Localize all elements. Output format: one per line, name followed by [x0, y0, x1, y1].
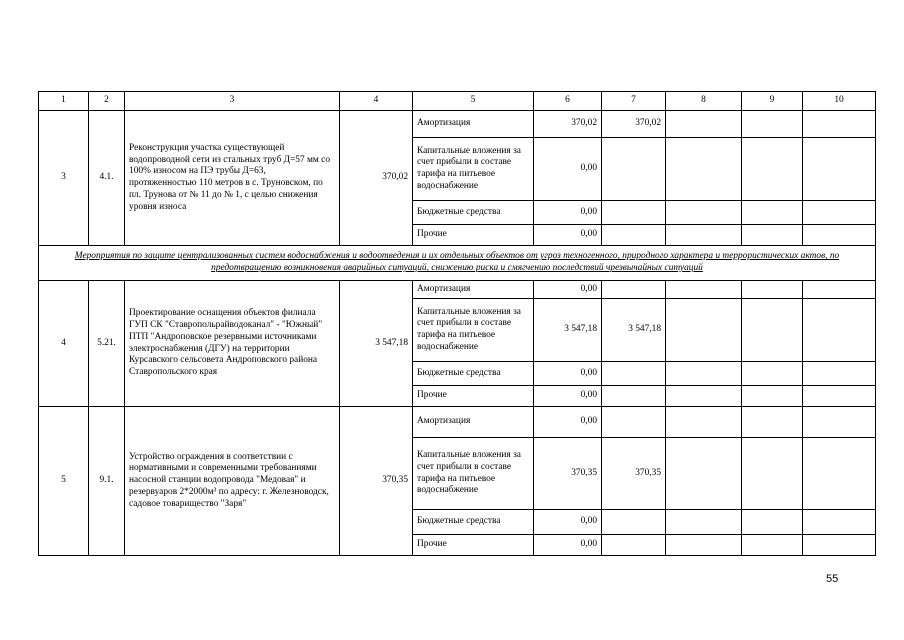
empty-cell — [803, 386, 876, 407]
value-col7 — [602, 362, 666, 386]
value-col6: 0,00 — [534, 201, 602, 225]
measure-code: 5.21. — [89, 281, 125, 407]
value-col6: 0,00 — [534, 510, 602, 535]
funding-source: Капитальные вложения за счет прибыли в составе тарифа на питьевое водоснабжение — [413, 138, 534, 201]
empty-cell — [803, 438, 876, 510]
value-col6: 0,00 — [534, 407, 602, 438]
empty-cell — [742, 299, 803, 362]
value-col6: 0,00 — [534, 225, 602, 246]
empty-cell — [803, 201, 876, 225]
empty-cell — [742, 438, 803, 510]
value-col6: 370,35 — [534, 438, 602, 510]
measure-name: Реконструкция участка существующей водопроводной сети из стальных труб Д=57 мм со 100% износом на ПЭ трубы Д=63, протяженностью 110 метров в с. Труновском, по пл. Трунова от № 11 до № 1, с целью снижения уровня износа — [125, 111, 340, 246]
funding-source: Капитальные вложения за счет прибыли в составе тарифа на питьевое водоснабжение — [413, 299, 534, 362]
value-col6: 0,00 — [534, 281, 602, 299]
value-col7 — [602, 201, 666, 225]
empty-cell — [666, 386, 742, 407]
measure-code: 4.1. — [89, 111, 125, 246]
empty-cell — [666, 201, 742, 225]
value-col6: 0,00 — [534, 535, 602, 556]
empty-cell — [803, 510, 876, 535]
column-number-row — [39, 92, 876, 111]
empty-cell — [803, 535, 876, 556]
value-col6: 0,00 — [534, 362, 602, 386]
funding-source: Амортизация — [413, 111, 534, 138]
empty-cell — [666, 299, 742, 362]
empty-cell — [666, 438, 742, 510]
funding-source: Бюджетные средства — [413, 510, 534, 535]
column-number: 6 — [534, 92, 602, 111]
empty-cell — [742, 535, 803, 556]
empty-cell — [666, 535, 742, 556]
funding-source: Прочие — [413, 386, 534, 407]
value-col7 — [602, 138, 666, 201]
value-col7 — [602, 510, 666, 535]
value-col6: 0,00 — [534, 386, 602, 407]
value-col7 — [602, 535, 666, 556]
measure-total: 370,35 — [340, 407, 413, 556]
empty-cell — [742, 510, 803, 535]
column-number: 5 — [413, 92, 534, 111]
column-number: 8 — [666, 92, 742, 111]
funding-source: Прочие — [413, 225, 534, 246]
empty-cell — [742, 138, 803, 201]
value-col7: 3 547,18 — [602, 299, 666, 362]
column-number: 1 — [39, 92, 89, 111]
empty-cell — [803, 111, 876, 138]
column-number: 7 — [602, 92, 666, 111]
column-number: 3 — [125, 92, 340, 111]
value-col7: 370,02 — [602, 111, 666, 138]
empty-cell — [666, 281, 742, 299]
empty-cell — [666, 510, 742, 535]
value-col7 — [602, 281, 666, 299]
empty-cell — [666, 111, 742, 138]
empty-cell — [742, 281, 803, 299]
empty-cell — [803, 225, 876, 246]
value-col6: 3 547,18 — [534, 299, 602, 362]
section-row — [39, 246, 876, 281]
table-row — [39, 407, 876, 438]
empty-cell — [666, 225, 742, 246]
row-number: 5 — [39, 407, 89, 556]
empty-cell — [803, 281, 876, 299]
measure-name: Устройство ограждения в соответствии с нормативными и современными требованиями насосной станции водопровода "Медовая" и резервуаров 2*2000м³ по адресу: г. Железноводск, садовое товарищество "Заря" — [125, 407, 340, 556]
empty-cell — [742, 111, 803, 138]
funding-source: Бюджетные средства — [413, 201, 534, 225]
column-number: 4 — [340, 92, 413, 111]
table-row — [39, 281, 876, 299]
value-col6: 370,02 — [534, 111, 602, 138]
empty-cell — [742, 386, 803, 407]
value-col7 — [602, 225, 666, 246]
funding-source: Амортизация — [413, 281, 534, 299]
column-number: 10 — [803, 92, 876, 111]
empty-cell — [742, 362, 803, 386]
empty-cell — [803, 407, 876, 438]
value-col7: 370,35 — [602, 438, 666, 510]
measure-total: 370,02 — [340, 111, 413, 246]
empty-cell — [803, 138, 876, 201]
empty-cell — [803, 362, 876, 386]
funding-source: Амортизация — [413, 407, 534, 438]
column-number: 2 — [89, 92, 125, 111]
empty-cell — [742, 201, 803, 225]
funding-source: Капитальные вложения за счет прибыли в составе тарифа на питьевое водоснабжение — [413, 438, 534, 510]
empty-cell — [666, 362, 742, 386]
empty-cell — [803, 299, 876, 362]
measure-code: 9.1. — [89, 407, 125, 556]
empty-cell — [666, 407, 742, 438]
value-col7 — [602, 407, 666, 438]
measure-total: 3 547,18 — [340, 281, 413, 407]
row-number: 3 — [39, 111, 89, 246]
row-number: 4 — [39, 281, 89, 407]
table-row — [39, 111, 876, 138]
investment-table — [38, 91, 876, 556]
section-title: Мероприятия по защите централизованных систем водоснабжения и водоотведения и их отдельных объектов от угроз техногенного, природного характера и террористических актов, по предотвращению возникновения аварийных ситуаций, снижению риска и смягчению последствий чрезвычайных ситуаций — [39, 246, 876, 281]
measure-name: Проектирование оснащения объектов филиала ГУП СК "Ставропольрайводоканал" - "Южный" ПТП "Андроповское резервными источниками электроснабжения (ДГУ) на территории Курсавского сельсовета Андроповского района Ставропольского края — [125, 281, 340, 407]
value-col7 — [602, 386, 666, 407]
funding-source: Бюджетные средства — [413, 362, 534, 386]
column-number: 9 — [742, 92, 803, 111]
value-col6: 0,00 — [534, 138, 602, 201]
empty-cell — [742, 225, 803, 246]
page-number: 55 — [826, 573, 839, 585]
empty-cell — [742, 407, 803, 438]
funding-source: Прочие — [413, 535, 534, 556]
empty-cell — [666, 138, 742, 201]
